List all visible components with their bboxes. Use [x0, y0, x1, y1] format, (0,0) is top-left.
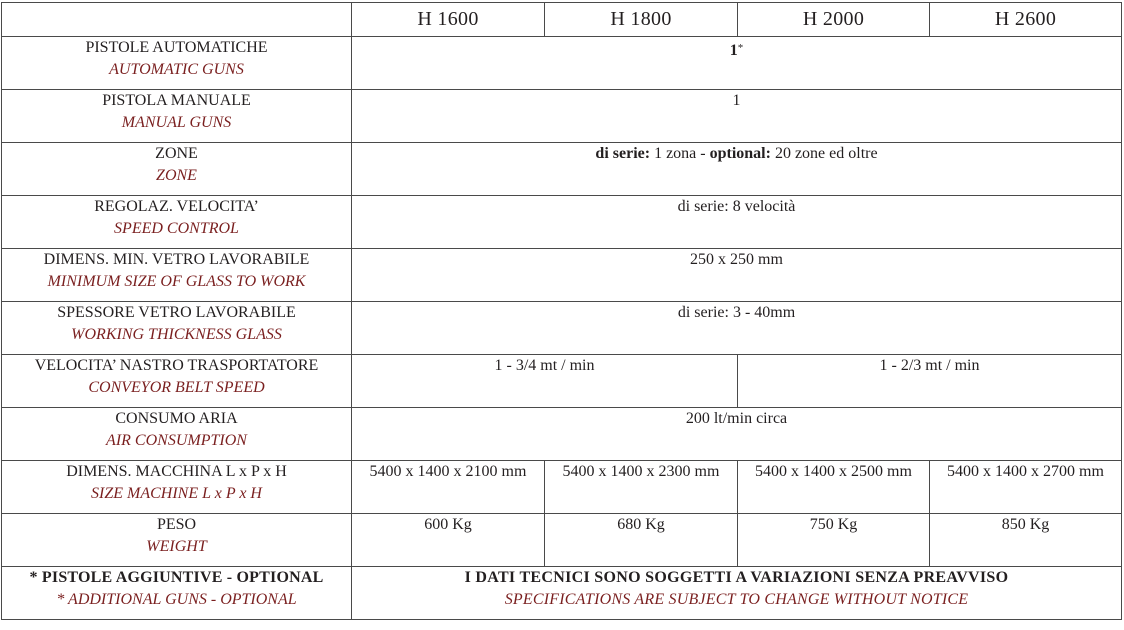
table-row	[2, 90, 1122, 143]
row-value: 680 Kg	[545, 514, 738, 567]
row-value: 5400 x 1400 x 2700 mm	[930, 461, 1122, 514]
row-value: 1 - 3/4 mt / min	[352, 355, 738, 408]
row-label	[2, 461, 352, 514]
label-english: CONVEYOR BELT SPEED	[88, 379, 265, 396]
row-value: 850 Kg	[930, 514, 1122, 567]
label-italian: REGOLAZ. VELOCITA’	[94, 198, 259, 215]
row-value: di serie: 3 - 40mm	[352, 302, 1122, 355]
label-english: AUTOMATIC GUNS	[109, 61, 244, 78]
row-label	[2, 514, 352, 567]
row-label	[2, 408, 352, 461]
row-label	[2, 143, 352, 196]
row-value: 200 lt/min circa	[352, 408, 1122, 461]
asterisk-mark: *	[737, 42, 744, 54]
footer-label	[2, 567, 352, 620]
label-english: ZONE	[156, 167, 197, 184]
header-corner	[2, 3, 352, 37]
label-english: WORKING THICKNESS GLASS	[71, 326, 282, 343]
row-value: 1	[352, 90, 1122, 143]
label-italian: PISTOLE AUTOMATICHE	[85, 39, 268, 56]
label-italian: DIMENS. MACCHINA L x P x H	[66, 463, 287, 480]
table-row	[2, 143, 1122, 196]
spec-table	[1, 2, 1122, 620]
label-english: SPEED CONTROL	[114, 220, 239, 237]
footer-row	[2, 567, 1122, 620]
label-italian: PESO	[156, 516, 197, 533]
row-value: 5400 x 1400 x 2500 mm	[738, 461, 930, 514]
row-value: 1 - 2/3 mt / min	[738, 355, 1122, 408]
table-row	[2, 461, 1122, 514]
label-english: MANUAL GUNS	[121, 114, 232, 131]
label-italian: DIMENS. MIN. VETRO LAVORABILE	[43, 251, 310, 268]
footer-note-italian: I DATI TECNICI SONO SOGGETTI A VARIAZIONI SENZA PREAVVISO	[464, 569, 1009, 586]
label-italian: CONSUMO ARIA	[115, 410, 238, 427]
row-label	[2, 90, 352, 143]
row-value: 250 x 250 mm	[352, 249, 1122, 302]
row-value	[352, 143, 1122, 196]
label-english: MINIMUM SIZE OF GLASS TO WORK	[47, 273, 306, 290]
table-row	[2, 514, 1122, 567]
label-italian: VELOCITA’ NASTRO TRASPORTATORE	[34, 357, 319, 374]
label-italian: SPESSORE VETRO LAVORABILE	[57, 304, 296, 321]
row-label	[2, 196, 352, 249]
row-value: 5400 x 1400 x 2300 mm	[545, 461, 738, 514]
value-bold: optional:	[709, 145, 771, 162]
value-text: 1	[729, 42, 738, 59]
row-value	[352, 37, 1122, 90]
value-text: 20 zone ed oltre	[770, 145, 878, 162]
table-row	[2, 196, 1122, 249]
value-text: 1 zona -	[650, 145, 710, 162]
label-italian: ZONE	[155, 145, 198, 162]
row-value: 600 Kg	[352, 514, 545, 567]
row-label	[2, 302, 352, 355]
row-value: di serie: 8 velocità	[352, 196, 1122, 249]
table-row	[2, 408, 1122, 461]
table-row	[2, 355, 1122, 408]
row-label	[2, 249, 352, 302]
label-english: AIR CONSUMPTION	[106, 432, 247, 449]
label-english: SIZE MACHINE L x P x H	[91, 485, 262, 502]
footer-label-italian: * PISTOLE AGGIUNTIVE - OPTIONAL	[29, 569, 324, 586]
row-label	[2, 355, 352, 408]
header-model: H 1800	[545, 3, 738, 37]
table-row	[2, 37, 1122, 90]
header-model: H 2000	[738, 3, 930, 37]
footer-note	[352, 567, 1122, 620]
footer-label-english: * ADDITIONAL GUNS - OPTIONAL	[56, 591, 297, 608]
footer-note-english: SPECIFICATIONS ARE SUBJECT TO CHANGE WITHOUT NOTICE	[504, 591, 969, 608]
value-bold: di serie:	[595, 145, 651, 162]
row-label	[2, 37, 352, 90]
table-row	[2, 249, 1122, 302]
header-row	[2, 3, 1122, 37]
table-row	[2, 302, 1122, 355]
header-model: H 1600	[352, 3, 545, 37]
row-value: 750 Kg	[738, 514, 930, 567]
row-value: 5400 x 1400 x 2100 mm	[352, 461, 545, 514]
header-model: H 2600	[930, 3, 1122, 37]
label-italian: PISTOLA MANUALE	[102, 92, 251, 109]
label-english: WEIGHT	[146, 538, 207, 555]
